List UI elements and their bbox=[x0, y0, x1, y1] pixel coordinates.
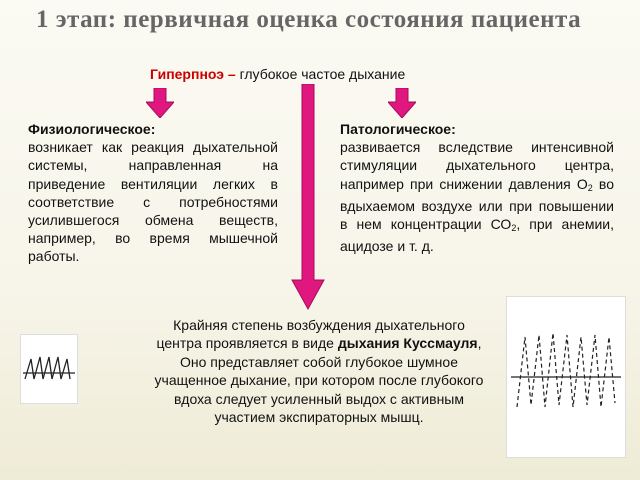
kussmaul-line-3: Оно представляет собой глубокое шумное учащенное дыхание, при котором после глубокого вдоха следует усиленный выдох с активным участием экспираторных мышц. bbox=[154, 353, 484, 426]
arrow-down-right-icon bbox=[388, 88, 416, 118]
arrow-down-center-icon bbox=[290, 84, 326, 310]
physiological-block bbox=[28, 120, 278, 266]
hyperpnea-waveform-image bbox=[20, 334, 78, 404]
kussmaul-line-1: Крайняя степень возбуждения дыхательного центра проявляется в виде bbox=[156, 317, 465, 352]
pathological-sub-2: 2 bbox=[511, 223, 517, 234]
kussmaul-description bbox=[150, 316, 488, 426]
slide-title: 1 этап: первичная оценка состояния пациента bbox=[36, 6, 582, 33]
pathological-text-2: во вдыхаемом воздухе или при повышении в нем концентрации СО bbox=[340, 175, 614, 233]
pathological-text-3: , при анемии, ацидозе и т. д. bbox=[340, 216, 614, 255]
pathological-block bbox=[340, 120, 614, 255]
physiological-text: возникает как реакция дыхательной системы, направленная на приведение вентиляции легких в соответствие с потребностями усилившегося обмена веществ, например, во время мышечной работы. bbox=[28, 139, 278, 265]
kussmaul-comma: , bbox=[477, 335, 482, 352]
definition-text: глубокое частое дыхание bbox=[239, 66, 406, 82]
pathological-text-1: развивается вследствие интенсивной стимуляции дыхательного центра, например при снижении давления О bbox=[340, 139, 614, 192]
physiological-heading: Физиологическое: bbox=[28, 121, 156, 137]
pathological-sub-1: 2 bbox=[587, 182, 593, 193]
kussmaul-term: дыхания Куссмауля bbox=[337, 335, 478, 352]
arrow-down-left-icon bbox=[146, 88, 174, 118]
pathological-heading: Патологическое: bbox=[340, 121, 456, 137]
definition-term: Гиперпноэ – bbox=[150, 66, 236, 82]
kussmaul-waveform-image bbox=[506, 296, 626, 458]
definition-line bbox=[150, 66, 405, 82]
